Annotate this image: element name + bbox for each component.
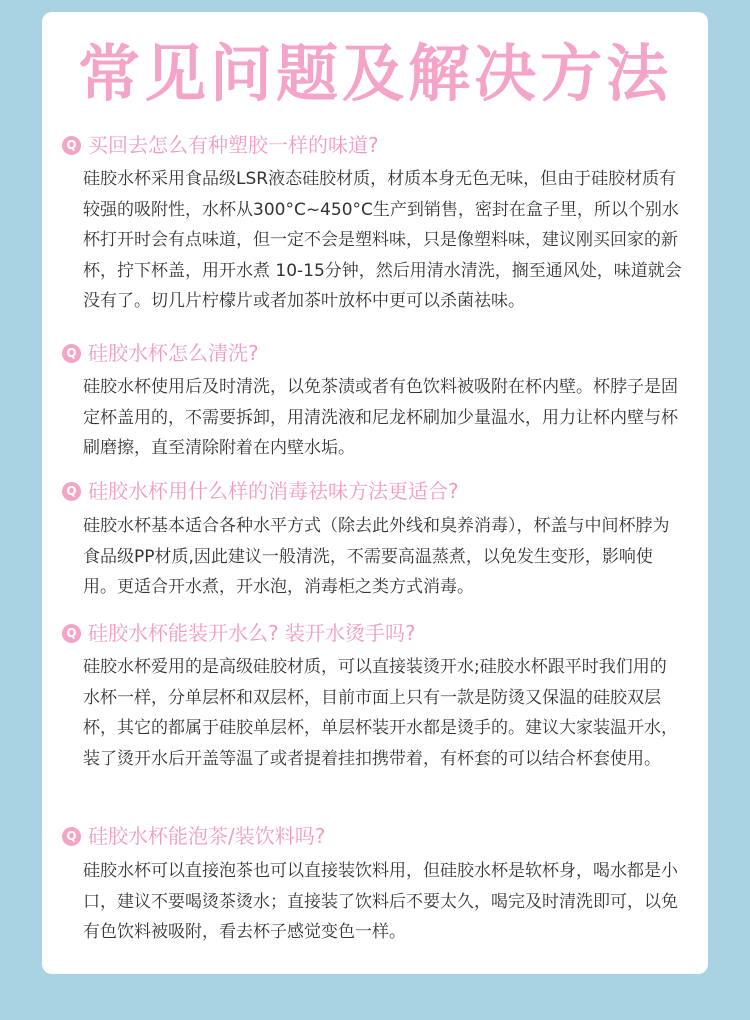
faq-question-4 [62, 618, 416, 648]
question-text: 硅胶水杯能装开水么? 装开水烫手吗? [88, 621, 416, 645]
question-badge-icon: Q [62, 344, 81, 363]
question-badge-icon: Q [62, 136, 81, 155]
faq-question-3 [62, 476, 459, 506]
faq-answer-3: 硅胶水杯基本适合各种水平方式（除去此外线和臭养消毒），杯盖与中间杯脖为食品级PP材质,因此建议一般清洗，不需要高温蒸煮，以免发生变形，影响使用。更适合开水煮，开水泡，消毒柜之类方式消毒。 [83, 516, 670, 597]
question-text: 硅胶水杯能泡茶/装饮料吗? [88, 824, 326, 848]
faq-answer-5: 硅胶水杯可以直接泡茶也可以直接装饮料用，但硅胶水杯是软杯身，喝水都是小口，建议不要喝烫茶烫水；直接装了饮料后不要太久，喝完及时清洗即可，以免有色饮料被吸附，看去杯子感觉变色一样。 [83, 861, 678, 942]
question-badge-icon: Q [62, 482, 81, 501]
faq-answer-2: 硅胶水杯使用后及时清洗，以免茶渍或者有色饮料被吸附在杯内壁。杯脖子是固定杯盖用的，不需要拆卸，用清洗液和尼龙杯刷加少量温水，用力让杯内壁与杯刷磨擦，直至清除附着在内壁水垢。 [83, 377, 678, 458]
question-text: 买回去怎么有种塑胶一样的味道? [88, 133, 379, 157]
faq-question-5 [62, 821, 325, 851]
question-badge-icon: Q [62, 624, 81, 643]
page-title: 常见问题及解决方法 [77, 37, 672, 110]
question-text: 硅胶水杯怎么清洗? [88, 341, 259, 365]
faq-card [42, 12, 708, 974]
faq-answer-4: 硅胶水杯爱用的是高级硅胶材质，可以直接装烫开水;硅胶水杯跟平时我们用的水杯一样，分单层杯和双层杯，目前市面上只有一款是防烫又保温的硅胶双层杯，其它的都属于硅胶单层杯，单层杯装开水都是烫手的。建议大家装温开水，装了烫开水后开盖等温了或者提着挂扣携带着，有杯套的可以结合杯套使用。 [83, 657, 678, 769]
question-text: 硅胶水杯用什么样的消毒祛味方法更适合? [88, 479, 459, 503]
question-badge-icon: Q [62, 827, 81, 846]
faq-question-2 [62, 338, 259, 368]
faq-answer-1: 硅胶水杯采用食品级LSR液态硅胶材质，材质本身无色无味，但由于硅胶材质有较强的吸附性，水杯从300°C~450°C生产到销售，密封在盒子里，所以个别水杯打开时会有点味道，但一定不会是塑料味，只是像塑料味，建议刚买回家的新杯，拧下杯盖，用开水煮 10-15分钟，然后用清水清洗，搁至通风处，味道就会没有了。切几片柠檬片或者加茶叶放杯中更可以杀菌祛味。 [83, 169, 682, 311]
faq-question-1 [62, 130, 379, 160]
